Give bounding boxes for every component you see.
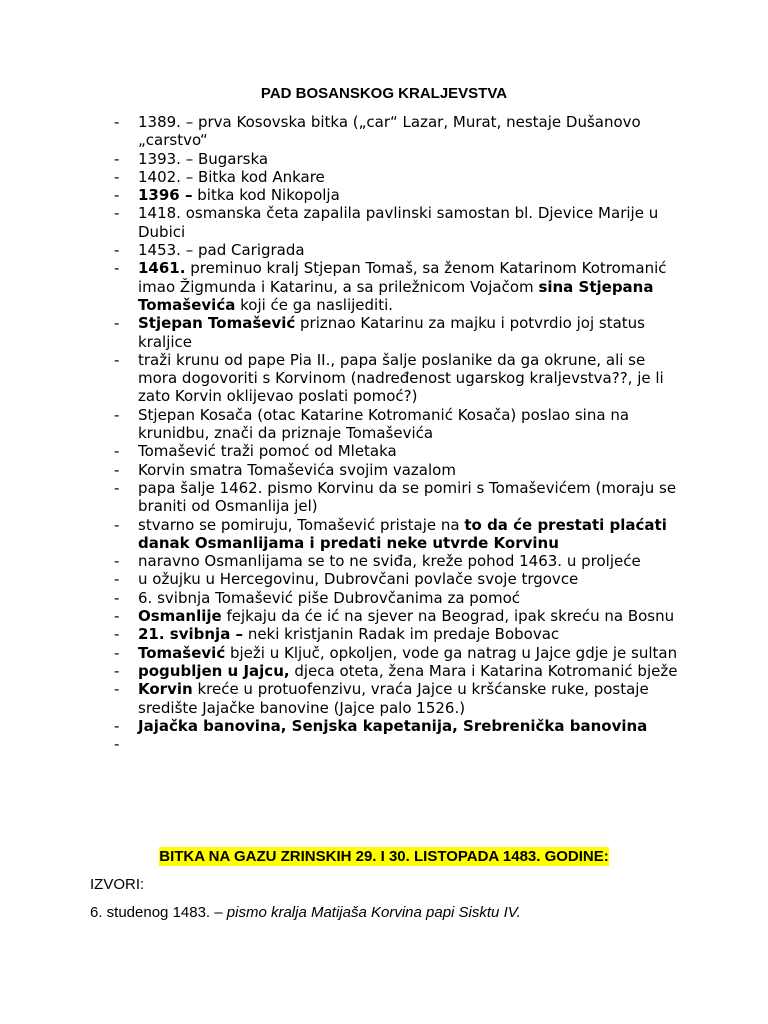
- list-bullet: -: [114, 625, 120, 644]
- item-text: 1453. – pad Carigrada: [138, 241, 305, 260]
- item-text: bježi u Ključ, opkoljen, vode ga natrag u Jajce gdje je sultan: [225, 643, 678, 662]
- list-item: [114, 241, 684, 259]
- list-bullet: -: [114, 149, 120, 168]
- item-text: 1402. – Bitka kod Ankare: [138, 167, 325, 186]
- list-bullet: -: [114, 607, 120, 626]
- source-date: 6. studenog 1483. –: [90, 904, 227, 921]
- list-item: [114, 259, 684, 314]
- item-text: koji će ga naslijediti.: [235, 295, 394, 314]
- list-item: [114, 607, 684, 625]
- item-text: u ožujku u Hercegovinu, Dubrovčani povlače svoje trgovce: [138, 570, 579, 589]
- list-bullet: -: [114, 259, 120, 278]
- item-text: neki kristjanin Radak im predaje Bobovac: [243, 625, 560, 644]
- document-title: PAD BOSANSKOG KRALJEVSTVA: [260, 85, 508, 102]
- bold-text: to da će prestati plaćati danak Osmanlijama i predati neke utvrde Korvinu: [138, 515, 667, 552]
- item-text: fejkaju da će ić na sjever na Beograd, ipak skreću na Bosnu: [221, 607, 675, 626]
- item-text: papa šalje 1462. pismo Korvinu da se pomiri s Tomaševićem (moraju se braniti od Osmanlija jel): [138, 478, 677, 516]
- list-item: [114, 479, 684, 516]
- list-item: [114, 735, 684, 753]
- list-bullet: -: [114, 167, 120, 186]
- item-text: preminuo kralj Stjepan Tomaš, sa ženom Katarinom Kotromanić imao Žigmunda i Katarinu, a sa priležnicom Vojačom: [138, 259, 667, 296]
- item-text: kreće u protuofenzivu, vraća Jajce u kršćanske ruke, postaje središte Jajačke banovine (Jajce palo 1526.): [138, 680, 649, 717]
- section-heading: [0, 848, 768, 865]
- list-bullet: -: [114, 204, 120, 223]
- list-bullet: -: [114, 588, 120, 607]
- item-text: 1418. osmanska četa zapalila pavlinski samostan bl. Djevice Marije u Dubici: [138, 204, 659, 241]
- item-text: naravno Osmanlijama se to ne sviđa, kreže pohod 1463. u proljeće: [138, 552, 641, 571]
- list-item: [114, 351, 684, 406]
- list-bullet: -: [114, 515, 120, 534]
- sources-label: IZVORI:: [90, 876, 145, 893]
- list-bullet: -: [114, 186, 120, 205]
- item-text: stvarno se pomiruju, Tomašević pristaje na: [138, 515, 465, 534]
- list-bullet: -: [114, 241, 120, 260]
- list-bullet: -: [114, 570, 120, 589]
- list-item: [114, 625, 684, 643]
- bold-text: 1461.: [138, 259, 186, 278]
- list-bullet: -: [114, 113, 120, 131]
- list-bullet: -: [114, 460, 120, 479]
- list-item: [114, 644, 684, 662]
- list-item: [114, 552, 684, 570]
- highlighted-heading: BITKA NA GAZU ZRINSKIH 29. I 30. LISTOPADA 1483. GODINE:: [159, 848, 609, 865]
- list-bullet: -: [114, 442, 120, 461]
- source-entry: [90, 904, 521, 921]
- bold-text: Osmanlije: [138, 607, 222, 626]
- list-bullet: -: [114, 643, 120, 662]
- bold-text: Jajačka banovina, Senjska kapetanija, Srebrenička banovina: [138, 716, 648, 735]
- item-text: 1389. – prva Kosovska bitka („car“ Lazar, Murat, nestaje Dušanovo „carstvo“: [138, 113, 641, 150]
- list-item: [114, 461, 684, 479]
- list-item: [114, 717, 684, 735]
- list-bullet: -: [114, 478, 120, 497]
- bold-text: Korvin: [138, 680, 193, 699]
- bold-text: 1396 –: [138, 186, 193, 205]
- bold-text: sina Stjepana Tomaševića: [138, 277, 654, 314]
- list-item: [114, 314, 684, 351]
- bold-text: Tomašević: [138, 643, 226, 662]
- list-item: [114, 186, 684, 204]
- list-item: [114, 589, 684, 607]
- list-item: [114, 150, 684, 168]
- list-item: [114, 516, 684, 553]
- list-item: [114, 570, 684, 588]
- item-text: Stjepan Kosača (otac Katarine Kotromanić Kosača) poslao sina na krunidbu, znači da priznaje Tomaševića: [138, 405, 630, 443]
- list-item: [114, 442, 684, 460]
- list-bullet: -: [114, 405, 120, 424]
- source-description: pismo kralja Matijaša Korvina papi Sisktu IV.: [226, 904, 521, 921]
- list-item: [114, 168, 684, 186]
- list-bullet: -: [114, 735, 120, 754]
- item-text: traži krunu od pape Pia II., papa šalje poslanike da ga okrune, ali se mora dogovoriti s Korvinom (nadređenost ugarskog kraljevstva??, je li zato Korvin oklijevao poslati pomoć?): [138, 350, 664, 406]
- list-bullet: -: [114, 350, 120, 369]
- item-text: bitka kod Nikopolja: [192, 186, 340, 205]
- item-text: 6. svibnja Tomašević piše Dubrovčanima za pomoć: [138, 588, 521, 607]
- list-bullet: -: [114, 314, 120, 333]
- item-text: djeca oteta, žena Mara i Katarina Kotromanić bježe: [289, 661, 678, 680]
- item-text: 1393. – Bugarska: [138, 149, 269, 168]
- bold-text: 21. svibnja –: [138, 625, 244, 644]
- list-bullet: -: [114, 716, 120, 735]
- timeline-list: [114, 113, 684, 753]
- list-item: [114, 406, 684, 443]
- list-item: [114, 662, 684, 680]
- item-text: Tomašević traži pomoć od Mletaka: [138, 442, 397, 461]
- list-bullet: -: [114, 661, 120, 680]
- item-text: priznao Katarinu za majku i potvrdio joj status kraljice: [138, 314, 645, 351]
- list-item: [114, 113, 684, 150]
- list-item: [114, 204, 684, 241]
- item-text: Korvin smatra Tomaševića svojim vazalom: [138, 460, 456, 479]
- list-bullet: -: [114, 552, 120, 571]
- bold-text: pogubljen u Jajcu,: [138, 661, 290, 680]
- list-item: [114, 680, 684, 717]
- bold-text: Stjepan Tomašević: [138, 314, 296, 333]
- list-bullet: -: [114, 680, 120, 699]
